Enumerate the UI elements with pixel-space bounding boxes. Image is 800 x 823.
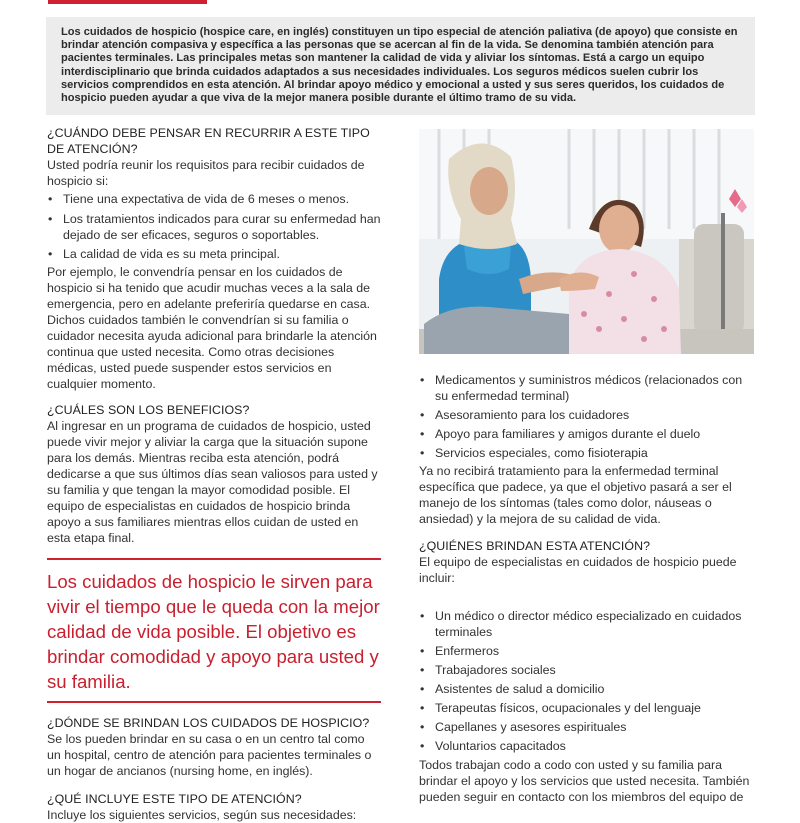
nurse-patient-photo (419, 129, 754, 354)
list-item: • Servicios especiales, como fisioterapia (419, 445, 754, 461)
list-item: • Un médico o director médico especializado en cuidados terminales (419, 608, 754, 640)
when-heading: ¿CUÁNDO DEBE PENSAR EN RECURRIR A ESTE TIPO DE ATENCIÓN? (47, 126, 370, 156)
who-lead: El equipo de especialistas en cuidados de hospicio puede incluir: (419, 555, 737, 585)
includes-body: Incluye los siguientes servicios, según sus necesidades: (47, 808, 357, 822)
when-lead: Usted podría reunir los requisitos para recibir cuidados de hospicio si: (47, 158, 365, 188)
photo-illustration (419, 129, 754, 354)
list-item: • Capellanes y asesores espirituales (419, 719, 754, 735)
who-heading: ¿QUIÉNES BRINDAN ESTA ATENCIÓN? (419, 539, 651, 553)
list-item: • Medicamentos y suministros médicos (relacionados con su enfermedad terminal) (419, 372, 754, 404)
services-list (419, 372, 754, 461)
list-item: • Apoyo para familiares y amigos durante el duelo (419, 426, 754, 442)
pull-quote: Los cuidados de hospicio le sirven para vivir el tiempo que le queda con la mejor calidad de vida posible. El objetivo es brindar comodidad y apoyo para usted y su familia. (47, 571, 380, 692)
top-accent-bar (48, 0, 207, 4)
list-item: • Asesoramiento para los cuidadores (419, 407, 754, 423)
benefits-body: Al ingresar en un programa de cuidados de hospicio, usted puede vivir mejor y aliviar la carga que la situación supone para los demás. Mientras reciba esta atención, podrá dedicarse a que sus últimos días sean valiosos para usted y su familia y que tengan la mayor comodidad posible. El equipo de especialistas en cuidados de hospicio brinda apoyo a sus familiares mientras ellos cuidan de usted en esta etapa final. (47, 419, 378, 545)
intro-box (46, 17, 755, 115)
who-body: Todos trabajan codo a codo con usted y su familia para brindar el apoyo y los servicios que usted necesita. También pueden seguir en contacto con los miembros del equipo de (419, 758, 750, 804)
services-body: Ya no recibirá tratamiento para la enfermedad terminal específica que padece, ya que el objetivo pasará a ser el manejo de los síntomas (tales como dolor, náuseas o ansiedad) y la mejora de su calidad de vida. (419, 464, 732, 526)
list-item: • Tiene una expectativa de vida de 6 meses o menos. (47, 191, 381, 207)
intro-text: Los cuidados de hospicio (hospice care, en inglés) constituyen un tipo especial de atención paliativa (de apoyo) que consiste en brindar atención compasiva y específica a las personas que se acercan al fin de la vida. Se denomina también atención para pacientes terminales. Las principales metas son mantener la calidad de vida y aliviar los síntomas. Está a cargo un equipo interdisciplinario que brinda cuidados adaptados a sus necesidades individuales. Los seguros médicos suelen cubrir los servicios comprendidos en esta atención. Al brindar apoyo médico y emocional a usted y sus seres queridos, los cuidados de hospicio pueden ayudar a que viva de la mejor manera posible durante el último tramo de su vida. (61, 26, 738, 105)
list-item: • Los tratamientos indicados para curar su enfermedad han dejado de ser eficaces, seguros o soportables. (47, 211, 381, 243)
where-body: Se los pueden brindar en su casa o en un centro tal como un hospital, centro de atención para pacientes terminales o un hogar de ancianos (nursing home, en inglés). (47, 732, 372, 778)
list-item: • Enfermeros (419, 643, 754, 659)
when-body: Por ejemplo, le convendría pensar en los cuidados de hospicio si ha tenido que acudir muchas veces a la sala de emergencia, pero en adelante preferiría quedarse en casa. Dichos cuidados también le convendrían si su familia o cuidador necesita ayuda adicional para brindarle la atención continua que usted necesita. Como otras decisiones médicas, usted puede suspender estos servicios en cualquier momento. (47, 265, 377, 391)
list-item: • Terapeutas físicos, ocupacionales y del lenguaje (419, 700, 754, 716)
list-item: • La calidad de vida es su meta principal. (47, 246, 381, 262)
includes-heading: ¿QUÉ INCLUYE ESTE TIPO DE ATENCIÓN? (47, 792, 302, 806)
eligibility-list (47, 191, 381, 262)
right-column (419, 129, 754, 805)
team-list (419, 608, 754, 754)
benefits-heading: ¿CUÁLES SON LOS BENEFICIOS? (47, 403, 250, 417)
where-heading: ¿DÓNDE SE BRINDAN LOS CUIDADOS DE HOSPICIO? (47, 716, 370, 730)
list-item: • Voluntarios capacitados (419, 738, 754, 754)
list-item: • Asistentes de salud a domicilio (419, 681, 754, 697)
left-column (47, 125, 381, 823)
list-item: • Trabajadores sociales (419, 662, 754, 678)
